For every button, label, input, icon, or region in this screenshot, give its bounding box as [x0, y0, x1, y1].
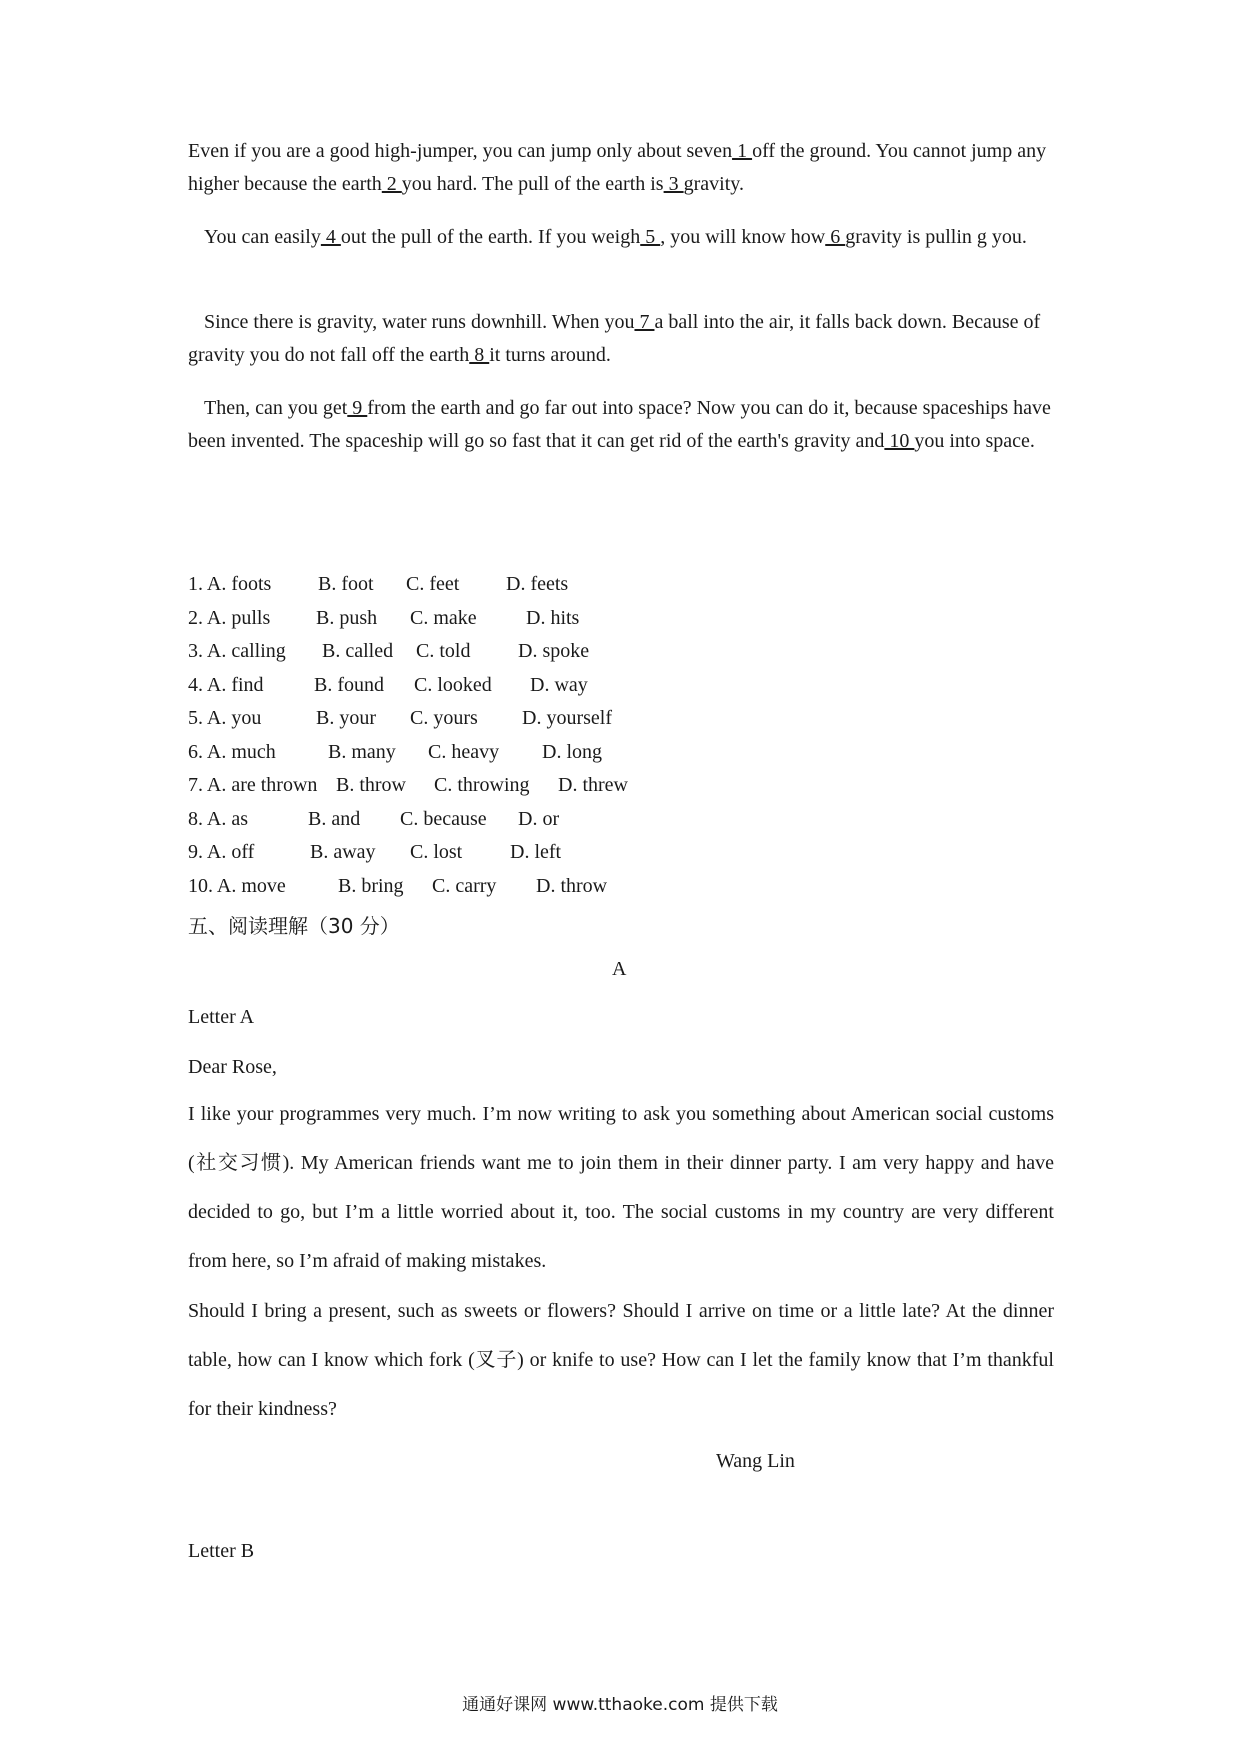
option-c: C. feet: [406, 573, 460, 595]
option-a: 3. A. calling: [188, 640, 286, 662]
blank-2: 2: [381, 173, 402, 195]
option-b: B. foot: [318, 573, 374, 595]
text: Even if you are a good high-jumper, you can jump only about seven: [188, 140, 733, 162]
passage-paragraph-4: [188, 392, 1058, 458]
text: Since there is gravity, water runs downhill. When you: [204, 311, 635, 333]
part-label: A: [612, 958, 627, 980]
option-b: B. called: [322, 640, 394, 662]
text: , you will know how: [660, 226, 826, 248]
option-b: B. many: [328, 740, 396, 763]
letter-a-body-2: Should I bring a present, such as sweets or flowers? Should I arrive on time or a little late? At the dinner table, how can I know which fork (叉子) or knife to use? How can I let the family know that I’m thankful for their kindness?: [188, 1300, 1054, 1420]
passage-paragraph-2: [188, 221, 1058, 254]
passage-paragraph-1: [188, 135, 1058, 201]
blank-3: 3: [663, 173, 684, 195]
option-c: C. make: [410, 606, 477, 629]
option-b: B. your: [316, 707, 376, 729]
option-a: 9. A. off: [188, 841, 255, 863]
blank-6: 6: [825, 226, 846, 248]
option-a: 5. A. you: [188, 707, 262, 729]
option-b: B. push: [316, 606, 378, 629]
option-d: D. or: [518, 807, 560, 830]
letter-a-signature: Wang Lin: [716, 1450, 795, 1472]
option-c: C. told: [416, 640, 471, 662]
option-c: C. carry: [432, 874, 497, 897]
option-c: C. yours: [410, 707, 478, 729]
text: you hard. The pull of the earth is: [401, 173, 664, 195]
option-b: B. throw: [336, 774, 406, 796]
text: out the pull of the earth. If you weigh: [340, 226, 641, 248]
page-footer: 通通好课网 www.tthaoke.com 提供下载: [462, 1695, 778, 1715]
text: from the earth and go far out into space? Now you can do it, because spaceships have been invented. The spaceship will go so fast that it can get rid of the earth's gravity and: [188, 397, 1051, 452]
option-d: D. hits: [526, 606, 580, 629]
option-a: 8. A. as: [188, 807, 248, 830]
option-d: D. way: [530, 673, 588, 696]
section-title: 五、阅读理解（30 分）: [188, 914, 400, 938]
option-a: 4. A. find: [188, 673, 264, 696]
option-c: C. looked: [414, 673, 492, 696]
option-a: 10. A. move: [188, 874, 286, 897]
option-b: B. found: [314, 673, 384, 696]
option-a: 1. A. foots: [188, 573, 272, 595]
text: you into space.: [914, 430, 1035, 452]
text: You can easily: [204, 226, 321, 248]
blank-5: 5: [640, 226, 661, 248]
blank-1: 1: [732, 140, 753, 162]
text: it turns around.: [489, 344, 611, 366]
blank-7: 7: [634, 311, 655, 333]
option-b: B. bring: [338, 874, 404, 897]
text: off the ground. You cannot jump any higher because the earth: [188, 140, 1047, 195]
option-c: C. heavy: [428, 740, 500, 763]
letter-a-heading: Letter A: [188, 1006, 255, 1028]
letter-a-greeting: Dear Rose,: [188, 1056, 277, 1078]
passage-paragraph-3: [188, 306, 1058, 372]
option-a: 2. A. pulls: [188, 606, 271, 629]
option-c: C. throwing: [434, 774, 530, 796]
option-c: C. because: [400, 807, 487, 830]
option-a: 7. A. are thrown: [188, 774, 318, 796]
option-d: D. threw: [558, 774, 628, 796]
letter-a-body-1: I like your programmes very much. I’m now writing to ask you something about American social customs (社交习惯). My American friends want me to join them in their dinner party. I am very happy and have decided to go, but I’m a little worried about it, too. The social customs in my country are very different from here, so I’m afraid of making mistakes.: [188, 1103, 1054, 1272]
option-d: D. long: [542, 740, 602, 763]
text: a ball into the air, it falls back down. Because of gravity you do not fall off the earth: [188, 311, 1041, 366]
blank-9: 9: [347, 397, 368, 419]
option-b: B. away: [310, 841, 376, 863]
option-d: D. throw: [536, 874, 608, 897]
blank-8: 8: [469, 344, 490, 366]
option-d: D. feets: [506, 573, 569, 595]
option-a: 6. A. much: [188, 740, 276, 763]
option-c: C. lost: [410, 841, 463, 863]
text: gravity is pullin g you.: [845, 226, 1027, 248]
option-d: D. yourself: [522, 707, 612, 729]
option-d: D. spoke: [518, 640, 590, 662]
blank-4: 4: [320, 226, 341, 248]
text: Then, can you get: [204, 397, 348, 419]
text: gravity.: [683, 173, 744, 195]
letter-b-heading: Letter B: [188, 1540, 255, 1562]
option-d: D. left: [510, 841, 562, 863]
blank-10: 10: [884, 430, 915, 452]
option-b: B. and: [308, 807, 361, 830]
